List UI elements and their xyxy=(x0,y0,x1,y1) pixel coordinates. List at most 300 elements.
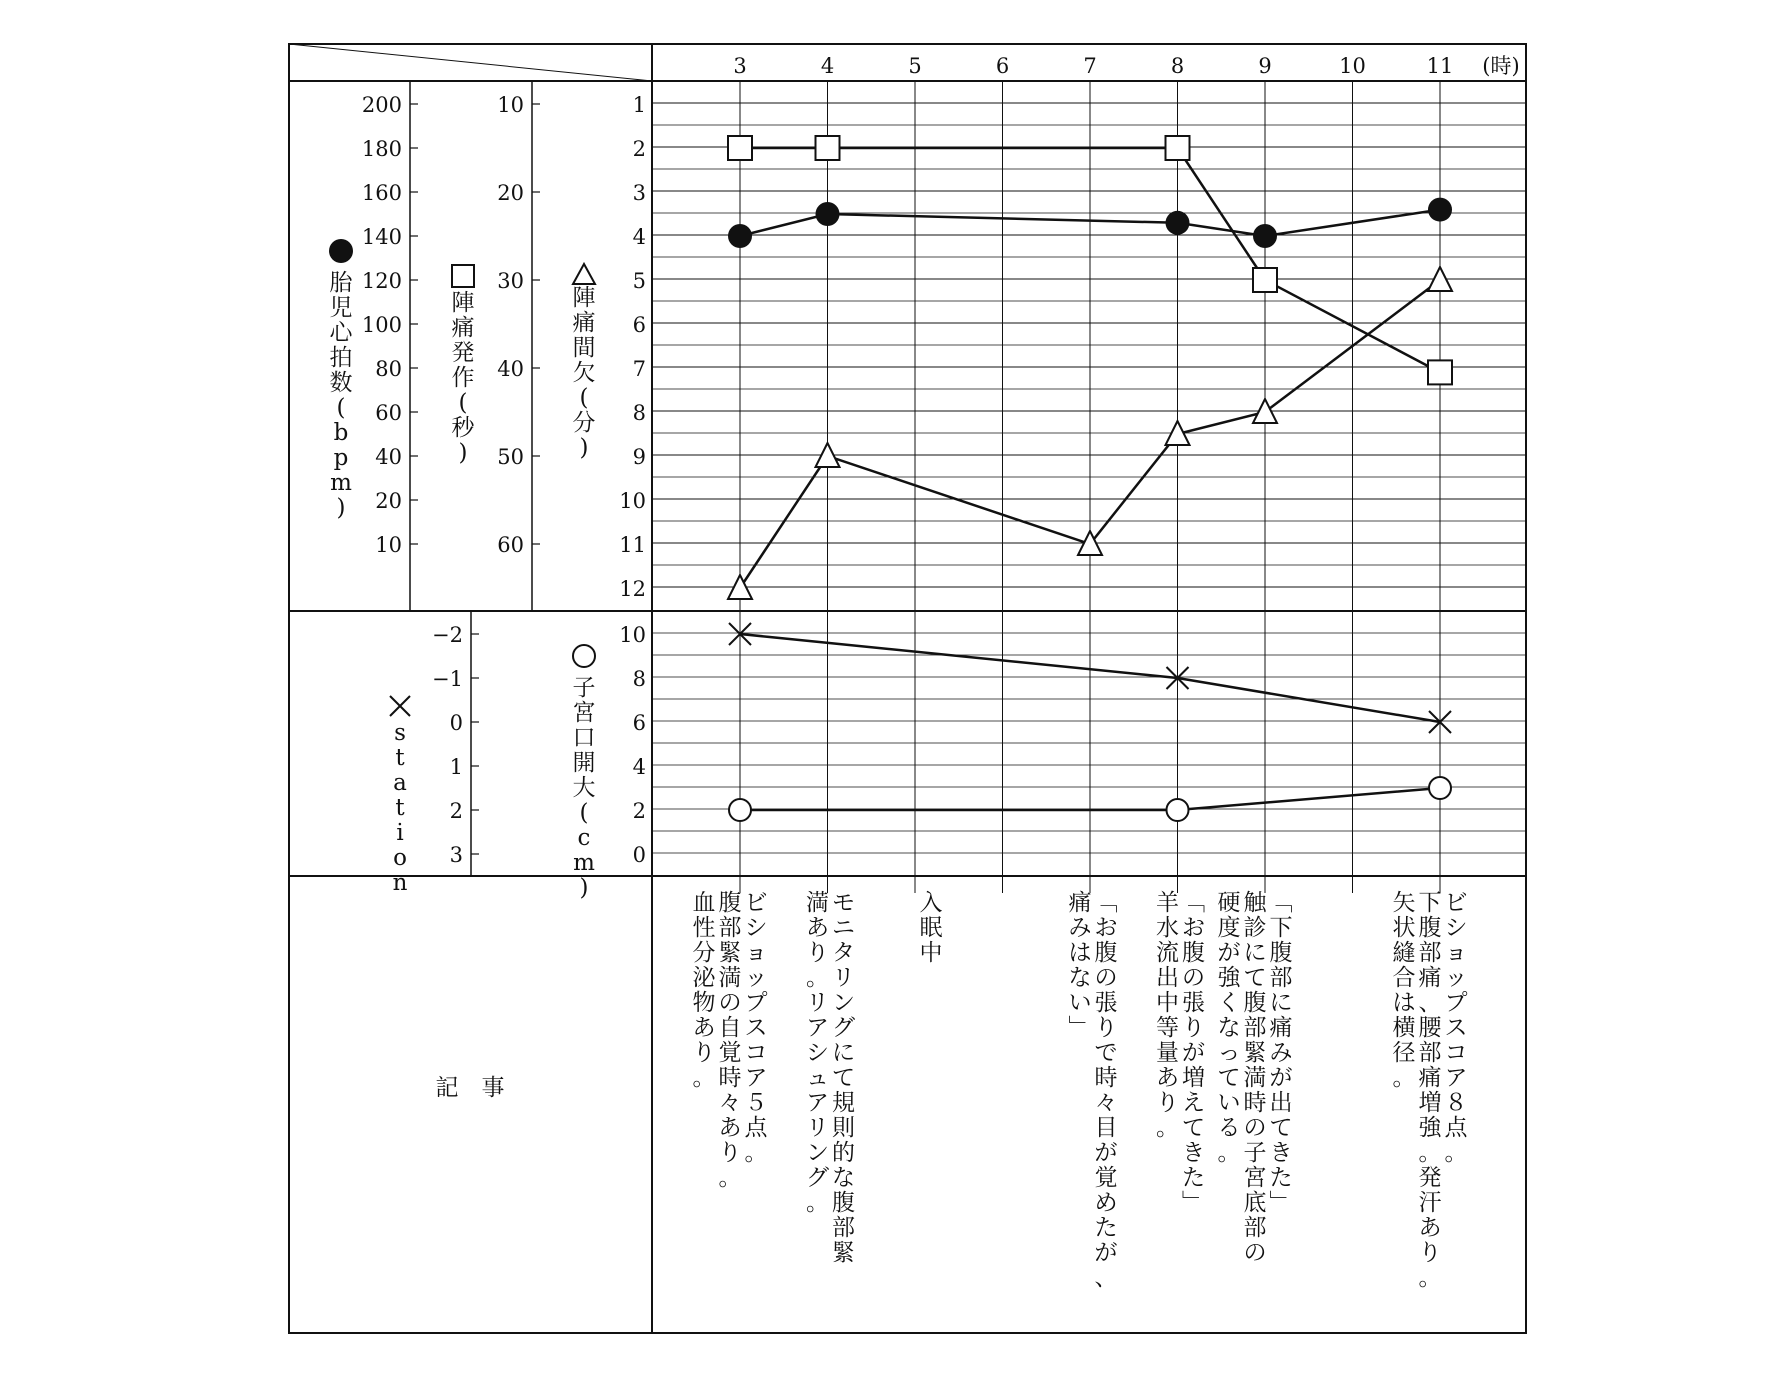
svg-text:中: 中 xyxy=(1156,990,1179,1016)
svg-text:﹂: ﹂ xyxy=(1068,1015,1092,1041)
svg-text:ニ: ニ xyxy=(832,915,855,941)
svg-text:横: 横 xyxy=(1392,1015,1416,1041)
svg-text:た: た xyxy=(1182,1165,1205,1191)
svg-text:の: の xyxy=(1182,965,1205,991)
note-column xyxy=(832,890,855,1266)
station-legend-marker xyxy=(390,696,410,716)
svg-text:p: p xyxy=(333,445,349,471)
svg-text:﹁: ﹁ xyxy=(1269,890,1293,916)
svg-text:﹂: ﹂ xyxy=(1269,1190,1293,1216)
hour-tick-label: 4 xyxy=(820,54,835,78)
svg-text:部: 部 xyxy=(718,915,742,941)
svg-text:発: 発 xyxy=(451,340,475,366)
svg-text:が: が xyxy=(1094,1240,1118,1266)
svg-text:泌: 泌 xyxy=(692,965,716,991)
svg-text:は: は xyxy=(1392,990,1416,1016)
svg-text:陣: 陣 xyxy=(451,290,475,316)
svg-text:子: 子 xyxy=(572,675,596,701)
svg-text:自: 自 xyxy=(718,1015,742,1041)
svg-text:ン: ン xyxy=(832,990,855,1016)
dilation-tick-label: 8 xyxy=(632,667,646,691)
svg-text:拍: 拍 xyxy=(329,345,353,371)
svg-text:b: b xyxy=(333,420,349,446)
svg-text:リ: リ xyxy=(806,1115,829,1141)
note-column xyxy=(1218,890,1242,1166)
interval-axis-title xyxy=(573,285,596,461)
svg-text:部: 部 xyxy=(1269,965,1293,991)
station-axis-title xyxy=(393,720,408,896)
svg-text:満: 満 xyxy=(1243,1065,1267,1091)
interval-tick-label: 5 xyxy=(632,269,646,293)
svg-text:タ: タ xyxy=(832,940,855,966)
interval-tick-label: 6 xyxy=(632,313,646,337)
fhr-tick-label: 20 xyxy=(375,489,402,513)
svg-text:t: t xyxy=(395,745,405,771)
fhr-tick-label: 140 xyxy=(361,225,402,249)
dilation-axis-title xyxy=(573,675,596,901)
svg-text:時: 時 xyxy=(1094,1065,1118,1091)
dilation-tick-label: 2 xyxy=(632,799,646,823)
svg-text:部: 部 xyxy=(1418,1040,1442,1066)
interval-tick-label: 11 xyxy=(619,533,646,557)
svg-text:い: い xyxy=(1068,990,1092,1016)
svg-text:５: ５ xyxy=(744,1090,768,1116)
svg-text:腹: 腹 xyxy=(718,890,742,916)
svg-text:強: 強 xyxy=(1418,1115,1442,1141)
svg-text:グ: グ xyxy=(806,1165,829,1191)
svg-text:量: 量 xyxy=(1156,1040,1179,1066)
svg-text:i: i xyxy=(396,820,404,846)
svg-text:に: に xyxy=(1269,990,1293,1016)
svg-text:ッ: ッ xyxy=(1444,965,1468,991)
svg-text:あ: あ xyxy=(1418,1215,1442,1241)
svg-text:あ: あ xyxy=(1156,1065,1179,1091)
svg-text:胎: 胎 xyxy=(329,270,353,296)
note-column xyxy=(806,890,829,1216)
interval-tick-label: 7 xyxy=(632,357,646,381)
note-column xyxy=(1095,890,1118,1291)
interval-tick-label: 1 xyxy=(632,93,646,117)
svg-text:性: 性 xyxy=(692,915,716,941)
svg-text:下: 下 xyxy=(1418,890,1442,916)
svg-text:増: 増 xyxy=(1182,1065,1205,1091)
svg-text:矢: 矢 xyxy=(1392,890,1416,916)
svg-text:プ: プ xyxy=(1444,990,1468,1016)
svg-text:ア: ア xyxy=(744,1065,768,1091)
svg-text:ア: ア xyxy=(806,1090,829,1116)
fhr-tick-label: 120 xyxy=(361,269,402,293)
hour-tick-label: 9 xyxy=(1258,54,1272,78)
svg-text:縫: 縫 xyxy=(1392,940,1416,966)
dilation-point xyxy=(729,799,751,821)
interval-tick-label: 3 xyxy=(632,181,646,205)
svg-text:口: 口 xyxy=(572,725,596,751)
svg-text:腹: 腹 xyxy=(832,1190,855,1216)
dilation-tick-label: 0 xyxy=(632,843,646,867)
note-column xyxy=(1182,890,1205,1216)
svg-text:痛: 痛 xyxy=(1418,965,1442,991)
fhr-point xyxy=(1428,198,1452,222)
svg-text:羊: 羊 xyxy=(1156,890,1179,916)
svg-text:な: な xyxy=(1217,1015,1241,1041)
svg-text:強: 強 xyxy=(1217,965,1241,991)
svg-text:緊: 緊 xyxy=(718,940,742,966)
svg-text:腹: 腹 xyxy=(1182,940,1205,966)
fhr-point xyxy=(728,224,752,248)
svg-text:張: 張 xyxy=(1182,990,1205,1016)
interval-tick-label: 8 xyxy=(632,401,646,425)
duration-tick-label: 10 xyxy=(497,93,524,117)
svg-text:分: 分 xyxy=(692,940,716,966)
note-column xyxy=(745,890,769,1166)
station-tick-label: −2 xyxy=(432,623,463,647)
svg-text:痛: 痛 xyxy=(572,310,596,336)
svg-text:下: 下 xyxy=(1269,915,1293,941)
svg-text:数: 数 xyxy=(329,370,353,396)
svg-text:。: 。 xyxy=(692,1065,716,1091)
fhr-tick-label: 160 xyxy=(361,181,402,205)
svg-text:。: 。 xyxy=(1156,1115,1179,1141)
svg-text:め: め xyxy=(1094,1190,1118,1216)
svg-text:腹: 腹 xyxy=(1418,915,1442,941)
svg-text:て: て xyxy=(1182,1115,1205,1141)
svg-text:則: 則 xyxy=(832,1115,855,1141)
svg-text:(: ( xyxy=(336,395,346,421)
svg-text:ビ: ビ xyxy=(1444,890,1468,916)
grid-lines xyxy=(652,81,1526,893)
duration-point xyxy=(1428,360,1452,384)
fhr-point xyxy=(1166,211,1190,235)
svg-text:ア: ア xyxy=(1444,1065,1468,1091)
svg-text:目: 目 xyxy=(1094,1115,1118,1141)
svg-text:眠: 眠 xyxy=(919,915,943,941)
fhr-tick-label: 200 xyxy=(361,93,402,117)
svg-text:に: に xyxy=(832,1040,855,1066)
svg-text:ス: ス xyxy=(1444,1015,1468,1041)
hour-tick-label: 7 xyxy=(1083,54,1097,78)
duration-tick-label: 60 xyxy=(497,533,524,557)
svg-text:の: の xyxy=(1094,965,1118,991)
svg-text:﹁: ﹁ xyxy=(1182,890,1205,916)
duration-tick-label: 30 xyxy=(497,269,524,293)
svg-text:き: き xyxy=(1182,1140,1205,1166)
hour-unit-label: (時) xyxy=(1482,54,1520,78)
svg-text:出: 出 xyxy=(1269,1090,1293,1116)
note-column xyxy=(1244,890,1268,1266)
station-tick-label: −1 xyxy=(432,667,463,691)
svg-text:部: 部 xyxy=(1243,1015,1267,1041)
svg-text:。: 。 xyxy=(1444,1140,1468,1166)
svg-text:ビ: ビ xyxy=(744,890,768,916)
svg-text:痛: 痛 xyxy=(1418,1065,1442,1091)
svg-text:あ: あ xyxy=(718,1115,742,1141)
note-column xyxy=(1445,890,1469,1166)
note-column xyxy=(920,890,943,966)
svg-text:の: の xyxy=(1243,1115,1267,1141)
note-column xyxy=(1270,890,1293,1216)
svg-text:度: 度 xyxy=(1217,915,1241,941)
svg-text:痛: 痛 xyxy=(1068,890,1092,916)
svg-text:欠: 欠 xyxy=(572,360,596,386)
svg-text:合: 合 xyxy=(1392,965,1416,991)
svg-text:緊: 緊 xyxy=(832,1240,855,1266)
dilation-point xyxy=(1429,777,1451,799)
svg-text:t: t xyxy=(395,795,405,821)
note-column xyxy=(719,890,742,1191)
svg-text:り: り xyxy=(1418,1240,1442,1266)
note-column xyxy=(1419,890,1443,1291)
svg-text:診: 診 xyxy=(1243,915,1267,941)
svg-text:入: 入 xyxy=(919,890,943,916)
svg-text:水: 水 xyxy=(1156,915,1179,941)
station-tick-label: 2 xyxy=(449,799,463,823)
svg-text:コ: コ xyxy=(1444,1040,1468,1066)
svg-text:子: 子 xyxy=(1243,1140,1267,1166)
outer-frame xyxy=(289,44,1526,1333)
hour-tick-label: 5 xyxy=(908,54,922,78)
svg-text:お: お xyxy=(1182,915,1205,941)
svg-text:み: み xyxy=(1068,915,1092,941)
note-column xyxy=(1069,890,1092,1041)
svg-text:満: 満 xyxy=(718,965,742,991)
svg-text:痛: 痛 xyxy=(451,315,475,341)
svg-text:痛: 痛 xyxy=(1269,1015,1293,1041)
svg-text:点: 点 xyxy=(744,1115,768,1141)
svg-text:の: の xyxy=(1243,1240,1267,1266)
svg-text:く: く xyxy=(1217,990,1241,1016)
svg-text:心: 心 xyxy=(329,320,353,346)
svg-text:n: n xyxy=(392,870,408,896)
fhr-tick-label: 40 xyxy=(375,445,402,469)
station-tick-label: 0 xyxy=(449,711,463,735)
svg-text:て: て xyxy=(1243,965,1267,991)
header-diagonal xyxy=(289,44,652,81)
note-column xyxy=(1156,890,1179,1141)
notes-header: 記 事 xyxy=(435,1075,505,1101)
fhr-point xyxy=(816,202,840,226)
svg-text:。: 。 xyxy=(806,965,829,991)
station-tick-label: 3 xyxy=(449,843,463,867)
fhr-legend-marker xyxy=(329,239,353,263)
svg-text:あ: あ xyxy=(692,1015,716,1041)
svg-text:。: 。 xyxy=(806,1190,829,1216)
svg-text:は: は xyxy=(1068,940,1092,966)
svg-text:て: て xyxy=(1269,1115,1293,1141)
hour-tick-label: 3 xyxy=(733,54,747,78)
duration-point xyxy=(1166,136,1190,160)
dilation-tick-label: 6 xyxy=(632,711,646,735)
fhr-axis-title xyxy=(330,270,354,521)
svg-text:底: 底 xyxy=(1243,1190,1267,1216)
duration-tick-label: 50 xyxy=(497,445,524,469)
svg-text:ョ: ョ xyxy=(744,940,768,966)
svg-text:リ: リ xyxy=(806,990,829,1016)
fhr-tick-label: 100 xyxy=(361,313,402,337)
svg-text:(: ( xyxy=(579,800,589,826)
chart-frame xyxy=(289,44,1526,1333)
interval-tick-label: 9 xyxy=(632,445,646,469)
svg-text:点: 点 xyxy=(1444,1115,1468,1141)
note-column xyxy=(693,890,717,1091)
svg-text:(: ( xyxy=(458,390,468,416)
svg-text:き: き xyxy=(1269,1140,1293,1166)
svg-text:り: り xyxy=(1156,1090,1179,1116)
svg-text:等: 等 xyxy=(1156,1015,1179,1041)
svg-text:状: 状 xyxy=(1392,915,1416,941)
station-tick-label: 1 xyxy=(449,755,463,779)
svg-text:ッ: ッ xyxy=(744,965,768,991)
svg-text:分: 分 xyxy=(572,410,596,436)
duration-tick-label: 40 xyxy=(497,357,524,381)
svg-text:o: o xyxy=(393,845,407,871)
svg-text:径: 径 xyxy=(1392,1040,1416,1066)
fhr-tick-label: 10 xyxy=(375,533,402,557)
svg-text:ン: ン xyxy=(806,1140,829,1166)
dilation-tick-label: 4 xyxy=(632,755,646,779)
svg-text:リ: リ xyxy=(832,965,855,991)
svg-text:腹: 腹 xyxy=(1094,940,1118,966)
svg-text:。: 。 xyxy=(718,1165,742,1191)
duration-point xyxy=(816,136,840,160)
svg-text:流: 流 xyxy=(1156,940,1179,966)
svg-text:宮: 宮 xyxy=(572,700,596,726)
duration-tick-label: 20 xyxy=(497,181,524,205)
svg-text:い: い xyxy=(1217,1090,1241,1116)
svg-text:児: 児 xyxy=(329,295,353,321)
svg-text:が: が xyxy=(1182,1040,1205,1066)
svg-text:c: c xyxy=(577,825,591,851)
svg-text:に: に xyxy=(1243,940,1267,966)
svg-text:シ: シ xyxy=(1444,915,1468,941)
svg-text:汗: 汗 xyxy=(1418,1190,1442,1216)
svg-text:開: 開 xyxy=(572,750,596,776)
dilation-point xyxy=(1167,799,1189,821)
svg-text:): ) xyxy=(579,875,589,901)
svg-text:コ: コ xyxy=(744,1040,768,1066)
svg-text:張: 張 xyxy=(1094,990,1118,1016)
svg-text:覚: 覚 xyxy=(1094,1165,1118,1191)
svg-text:。: 。 xyxy=(744,1140,768,1166)
svg-text:プ: プ xyxy=(744,990,768,1016)
duration-axis-title xyxy=(452,290,476,466)
svg-text:ス: ス xyxy=(744,1015,768,1041)
axes xyxy=(329,54,1520,901)
svg-text:々: 々 xyxy=(1094,1090,1118,1116)
svg-text:り: り xyxy=(1094,1015,1118,1041)
svg-text:血: 血 xyxy=(692,890,716,916)
svg-text:ョ: ョ xyxy=(1444,940,1468,966)
hour-tick-label: 10 xyxy=(1339,54,1366,78)
svg-text:部: 部 xyxy=(1418,940,1442,966)
svg-text:み: み xyxy=(1269,1040,1293,1066)
interval-tick-label: 2 xyxy=(632,137,646,161)
svg-text:的: 的 xyxy=(832,1140,855,1166)
interval-tick-label: 10 xyxy=(619,489,646,513)
svg-text:中: 中 xyxy=(919,940,943,966)
duration-point xyxy=(1253,268,1277,292)
svg-text:a: a xyxy=(393,770,407,796)
svg-text:り: り xyxy=(806,940,829,966)
svg-text:部: 部 xyxy=(1243,1215,1267,1241)
svg-text:り: り xyxy=(718,1140,742,1166)
svg-text:硬: 硬 xyxy=(1217,890,1241,916)
svg-text:﹂: ﹂ xyxy=(1182,1190,1205,1216)
svg-text:、: 、 xyxy=(1418,990,1442,1016)
svg-text:な: な xyxy=(1068,965,1092,991)
dilation-tick-label: 10 xyxy=(619,623,646,647)
svg-text:m: m xyxy=(573,850,595,876)
svg-text:が: が xyxy=(1269,1065,1293,1091)
hour-tick-label: 8 xyxy=(1170,54,1185,78)
interval-legend-marker xyxy=(573,264,595,284)
svg-text:腹: 腹 xyxy=(1243,990,1267,1016)
svg-text:ア: ア xyxy=(806,1015,829,1041)
svg-text:シ: シ xyxy=(744,915,768,941)
svg-text:え: え xyxy=(1182,1090,1205,1116)
duration-point xyxy=(728,136,752,160)
svg-text:る: る xyxy=(1217,1115,1241,1141)
svg-text:。: 。 xyxy=(1217,1140,1241,1166)
svg-text:あ: あ xyxy=(806,915,829,941)
fhr-tick-label: 80 xyxy=(375,357,402,381)
svg-text:増: 増 xyxy=(1418,1090,1442,1116)
svg-text:s: s xyxy=(394,720,406,746)
svg-text:触: 触 xyxy=(1243,890,1267,916)
svg-text:時: 時 xyxy=(1243,1090,1267,1116)
svg-text:お: お xyxy=(1094,915,1118,941)
svg-text:緊: 緊 xyxy=(1243,1040,1267,1066)
svg-text:宮: 宮 xyxy=(1243,1165,1267,1191)
svg-text:部: 部 xyxy=(832,1215,855,1241)
svg-text:が: が xyxy=(1217,940,1241,966)
fhr-point xyxy=(1253,224,1277,248)
hour-tick-label: 6 xyxy=(995,54,1010,78)
svg-text:腰: 腰 xyxy=(1418,1015,1442,1041)
svg-text:た: た xyxy=(1094,1215,1118,1241)
duration-legend-marker xyxy=(452,265,474,287)
svg-text:物: 物 xyxy=(692,990,716,1016)
svg-text:た: た xyxy=(1269,1165,1293,1191)
svg-text:作: 作 xyxy=(451,365,475,391)
svg-text:。: 。 xyxy=(1418,1265,1442,1291)
svg-text:(: ( xyxy=(579,385,589,411)
svg-text:が: が xyxy=(1094,1140,1118,1166)
svg-text:で: で xyxy=(1094,1040,1118,1066)
svg-text:出: 出 xyxy=(1156,965,1179,991)
svg-text:満: 満 xyxy=(806,890,829,916)
svg-text:間: 間 xyxy=(572,335,596,361)
note-column xyxy=(1393,890,1416,1091)
svg-text:秒: 秒 xyxy=(451,415,475,441)
svg-text:、: 、 xyxy=(1094,1265,1118,1291)
svg-text:陣: 陣 xyxy=(572,285,596,311)
svg-text:。: 。 xyxy=(1392,1065,1416,1091)
svg-text:時: 時 xyxy=(718,1065,742,1091)
svg-text:): ) xyxy=(579,435,589,461)
svg-text:の: の xyxy=(718,990,742,1016)
svg-text:り: り xyxy=(692,1040,716,1066)
svg-text:て: て xyxy=(1217,1065,1241,1091)
svg-text:グ: グ xyxy=(832,1015,855,1041)
svg-text:。: 。 xyxy=(1418,1140,1442,1166)
interval-tick-label: 12 xyxy=(619,577,646,601)
svg-text:大: 大 xyxy=(572,775,596,801)
notes xyxy=(693,890,1469,1291)
fhr-tick-label: 180 xyxy=(361,137,402,161)
interval-tick-label: 4 xyxy=(632,225,646,249)
svg-text:り: り xyxy=(1182,1015,1205,1041)
hour-tick-label: 11 xyxy=(1426,54,1454,78)
